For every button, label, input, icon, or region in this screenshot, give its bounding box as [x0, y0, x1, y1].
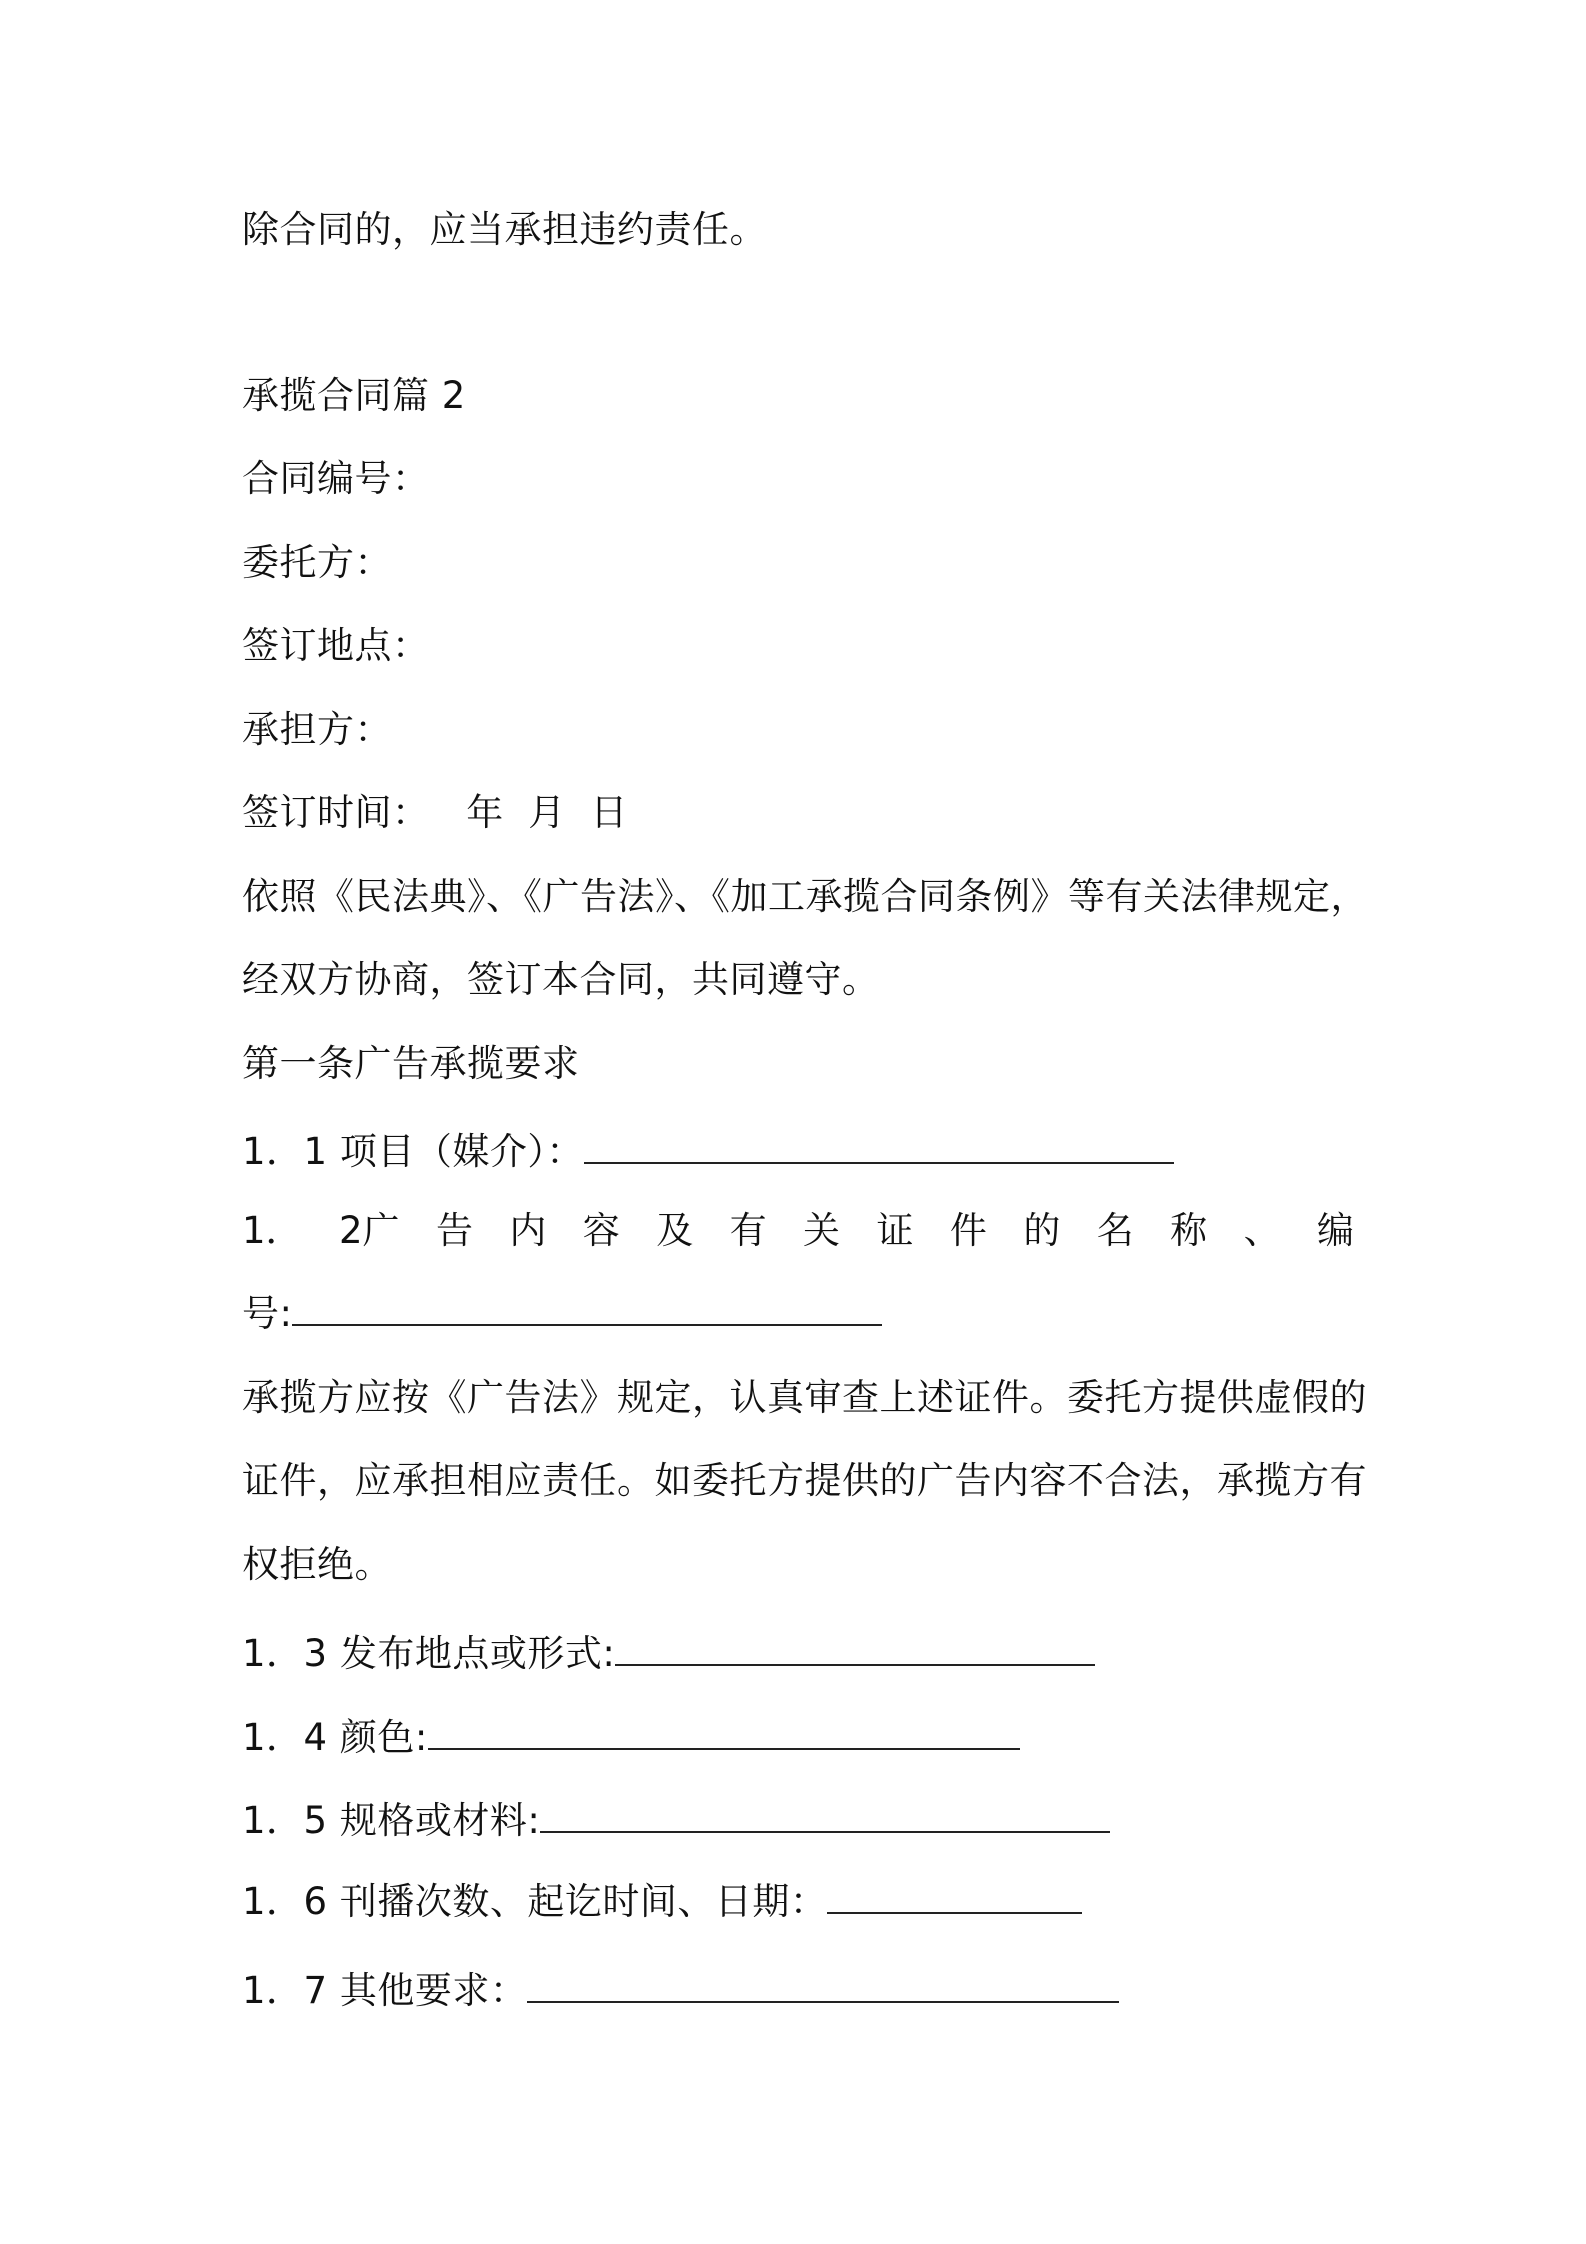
item-label: 1．6 刊播次数、起讫时间、日期： [242, 1880, 828, 1923]
blank-line [292, 1290, 882, 1326]
spread-char: 名 [1096, 1209, 1134, 1252]
blank-line [584, 1128, 1174, 1164]
blank-line [527, 1967, 1119, 2003]
item-label: 1．3 发布地点或形式: [242, 1632, 616, 1675]
item-1-2-number [242, 1290, 882, 1338]
item-label: 1．4 颜色: [242, 1716, 428, 1759]
text-line: 经双方协商，签订本合同，共同遵守。 [242, 958, 880, 1001]
spread-char: 2广 [338, 1209, 400, 1252]
item-1-3 [242, 1630, 1095, 1678]
spread-char: 1． [242, 1209, 303, 1252]
blank-line [827, 1878, 1082, 1914]
client-label: 委托方： [242, 541, 392, 584]
blank-line [540, 1797, 1110, 1833]
text-line: 依照《民法典》、《广告法》、《加工承揽合同条例》等有关法律规定， [242, 875, 1368, 918]
item-label: 号: [242, 1292, 293, 1335]
contractor-label: 承担方： [242, 708, 392, 751]
item-label: 1．5 规格或材料: [242, 1799, 541, 1842]
spread-char: 证 [876, 1209, 914, 1252]
item-label: 1．1 项目（媒介）： [242, 1130, 584, 1173]
spread-char: 容 [582, 1209, 620, 1252]
item-label: 1．7 其他要求： [242, 1969, 528, 2012]
signing-place-label: 签订地点： [242, 624, 430, 667]
spread-char: 关 [803, 1209, 841, 1252]
spread-char: 、 [1243, 1209, 1281, 1252]
item-1-4 [242, 1714, 1020, 1762]
text-line: 证件，应承担相应责任。如委托方提供的广告内容不合法，承揽方有 [242, 1459, 1367, 1502]
item-1-1 [242, 1128, 1174, 1176]
text-line: 除合同的，应当承担违约责任。 [242, 208, 767, 251]
text-line: 权拒绝。 [242, 1543, 392, 1586]
spread-char: 的 [1023, 1209, 1061, 1252]
spread-char: 内 [509, 1209, 547, 1252]
spread-char: 称 [1170, 1209, 1208, 1252]
signing-date-label: 签订时间： 年 月 日 [242, 791, 628, 834]
blank-line [615, 1630, 1095, 1666]
text-line: 承揽方应按《广告法》规定，认真审查上述证件。委托方提供虚假的 [242, 1376, 1367, 1419]
item-1-7 [242, 1967, 1119, 2015]
spread-char: 件 [949, 1209, 987, 1252]
contract-number-label: 合同编号： [242, 457, 430, 500]
spread-char: 有 [729, 1209, 767, 1252]
section-heading: 承揽合同篇 2 [242, 374, 466, 417]
item-1-5 [242, 1797, 1110, 1845]
item-1-2-spread-line [242, 1207, 1354, 1255]
spread-char: 及 [656, 1209, 694, 1252]
spread-char: 告 [435, 1209, 473, 1252]
blank-line [428, 1714, 1020, 1750]
spread-char: 编 [1317, 1209, 1354, 1252]
item-1-6 [242, 1878, 1082, 1926]
article-heading: 第一条广告承揽要求 [242, 1042, 580, 1085]
